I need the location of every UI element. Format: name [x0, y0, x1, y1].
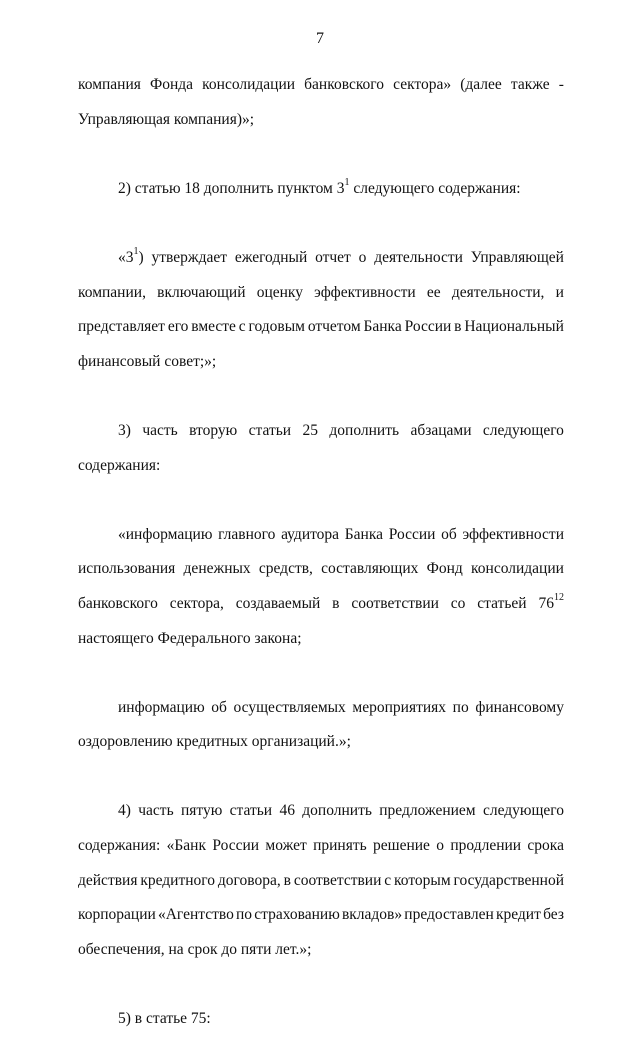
- text-line: Управляющая компания)»;: [78, 110, 255, 128]
- text-line: действия кредитного договора, в соответствии с которым государственной: [78, 871, 564, 889]
- text-line: 3) часть вторую статьи 25 дополнить абзацами следующего: [118, 421, 564, 439]
- text-line: 2) статью 18 дополнить пунктом $3^1$ следующего содержания:: [118, 176, 521, 197]
- text-line: финансовый совет;»;: [78, 352, 217, 370]
- text-line: компании, включающий оценку эффективности ее деятельности, и: [78, 283, 564, 301]
- text-line: информацию об осуществляемых мероприятиях по финансовому: [118, 698, 564, 716]
- text-line: 4) часть пятую статьи 46 дополнить предложением следующего: [118, 802, 564, 820]
- page-number: 7: [316, 30, 324, 47]
- spacer: [78, 379, 564, 414]
- spacer: [78, 483, 564, 518]
- text-line: «$3^1$) утверждает ежегодный отчет о деятельности Управляющей: [118, 245, 564, 266]
- text-line: компания Фонда консолидации банковского сектора» (далее также -: [78, 76, 564, 93]
- spacer: [78, 206, 564, 241]
- text-line: обеспечения, на срок до пяти лет.»;: [78, 940, 312, 958]
- text-line: «информацию главного аудитора Банка России об эффективности: [118, 525, 564, 543]
- text-line: содержания:: [78, 456, 161, 474]
- text-line: корпорации «Агентство по страхованию вкладов» предоставлен кредит без: [78, 906, 564, 924]
- spacer: [78, 656, 564, 691]
- text-line: оздоровлению кредитных организаций.»;: [78, 733, 351, 751]
- spacer: [78, 967, 564, 1002]
- text-line: содержания: «Банк России может принять решение о продлении срока: [78, 837, 564, 855]
- spacer: [78, 137, 564, 172]
- text-line: представляет его вместе с годовым отчетом Банка России в Национальный: [78, 318, 564, 336]
- text-line: 5) в статье 75:: [118, 1010, 211, 1028]
- spacer: [78, 760, 564, 795]
- text-line: использования денежных средств, составляющих Фонд консолидации: [78, 560, 564, 578]
- document-body: [78, 68, 564, 1037]
- text-line: настоящего Федерального закона;: [78, 629, 302, 647]
- text-line: банковского сектора, создаваемый в соответствии со статьей $76^{12}$: [78, 591, 564, 612]
